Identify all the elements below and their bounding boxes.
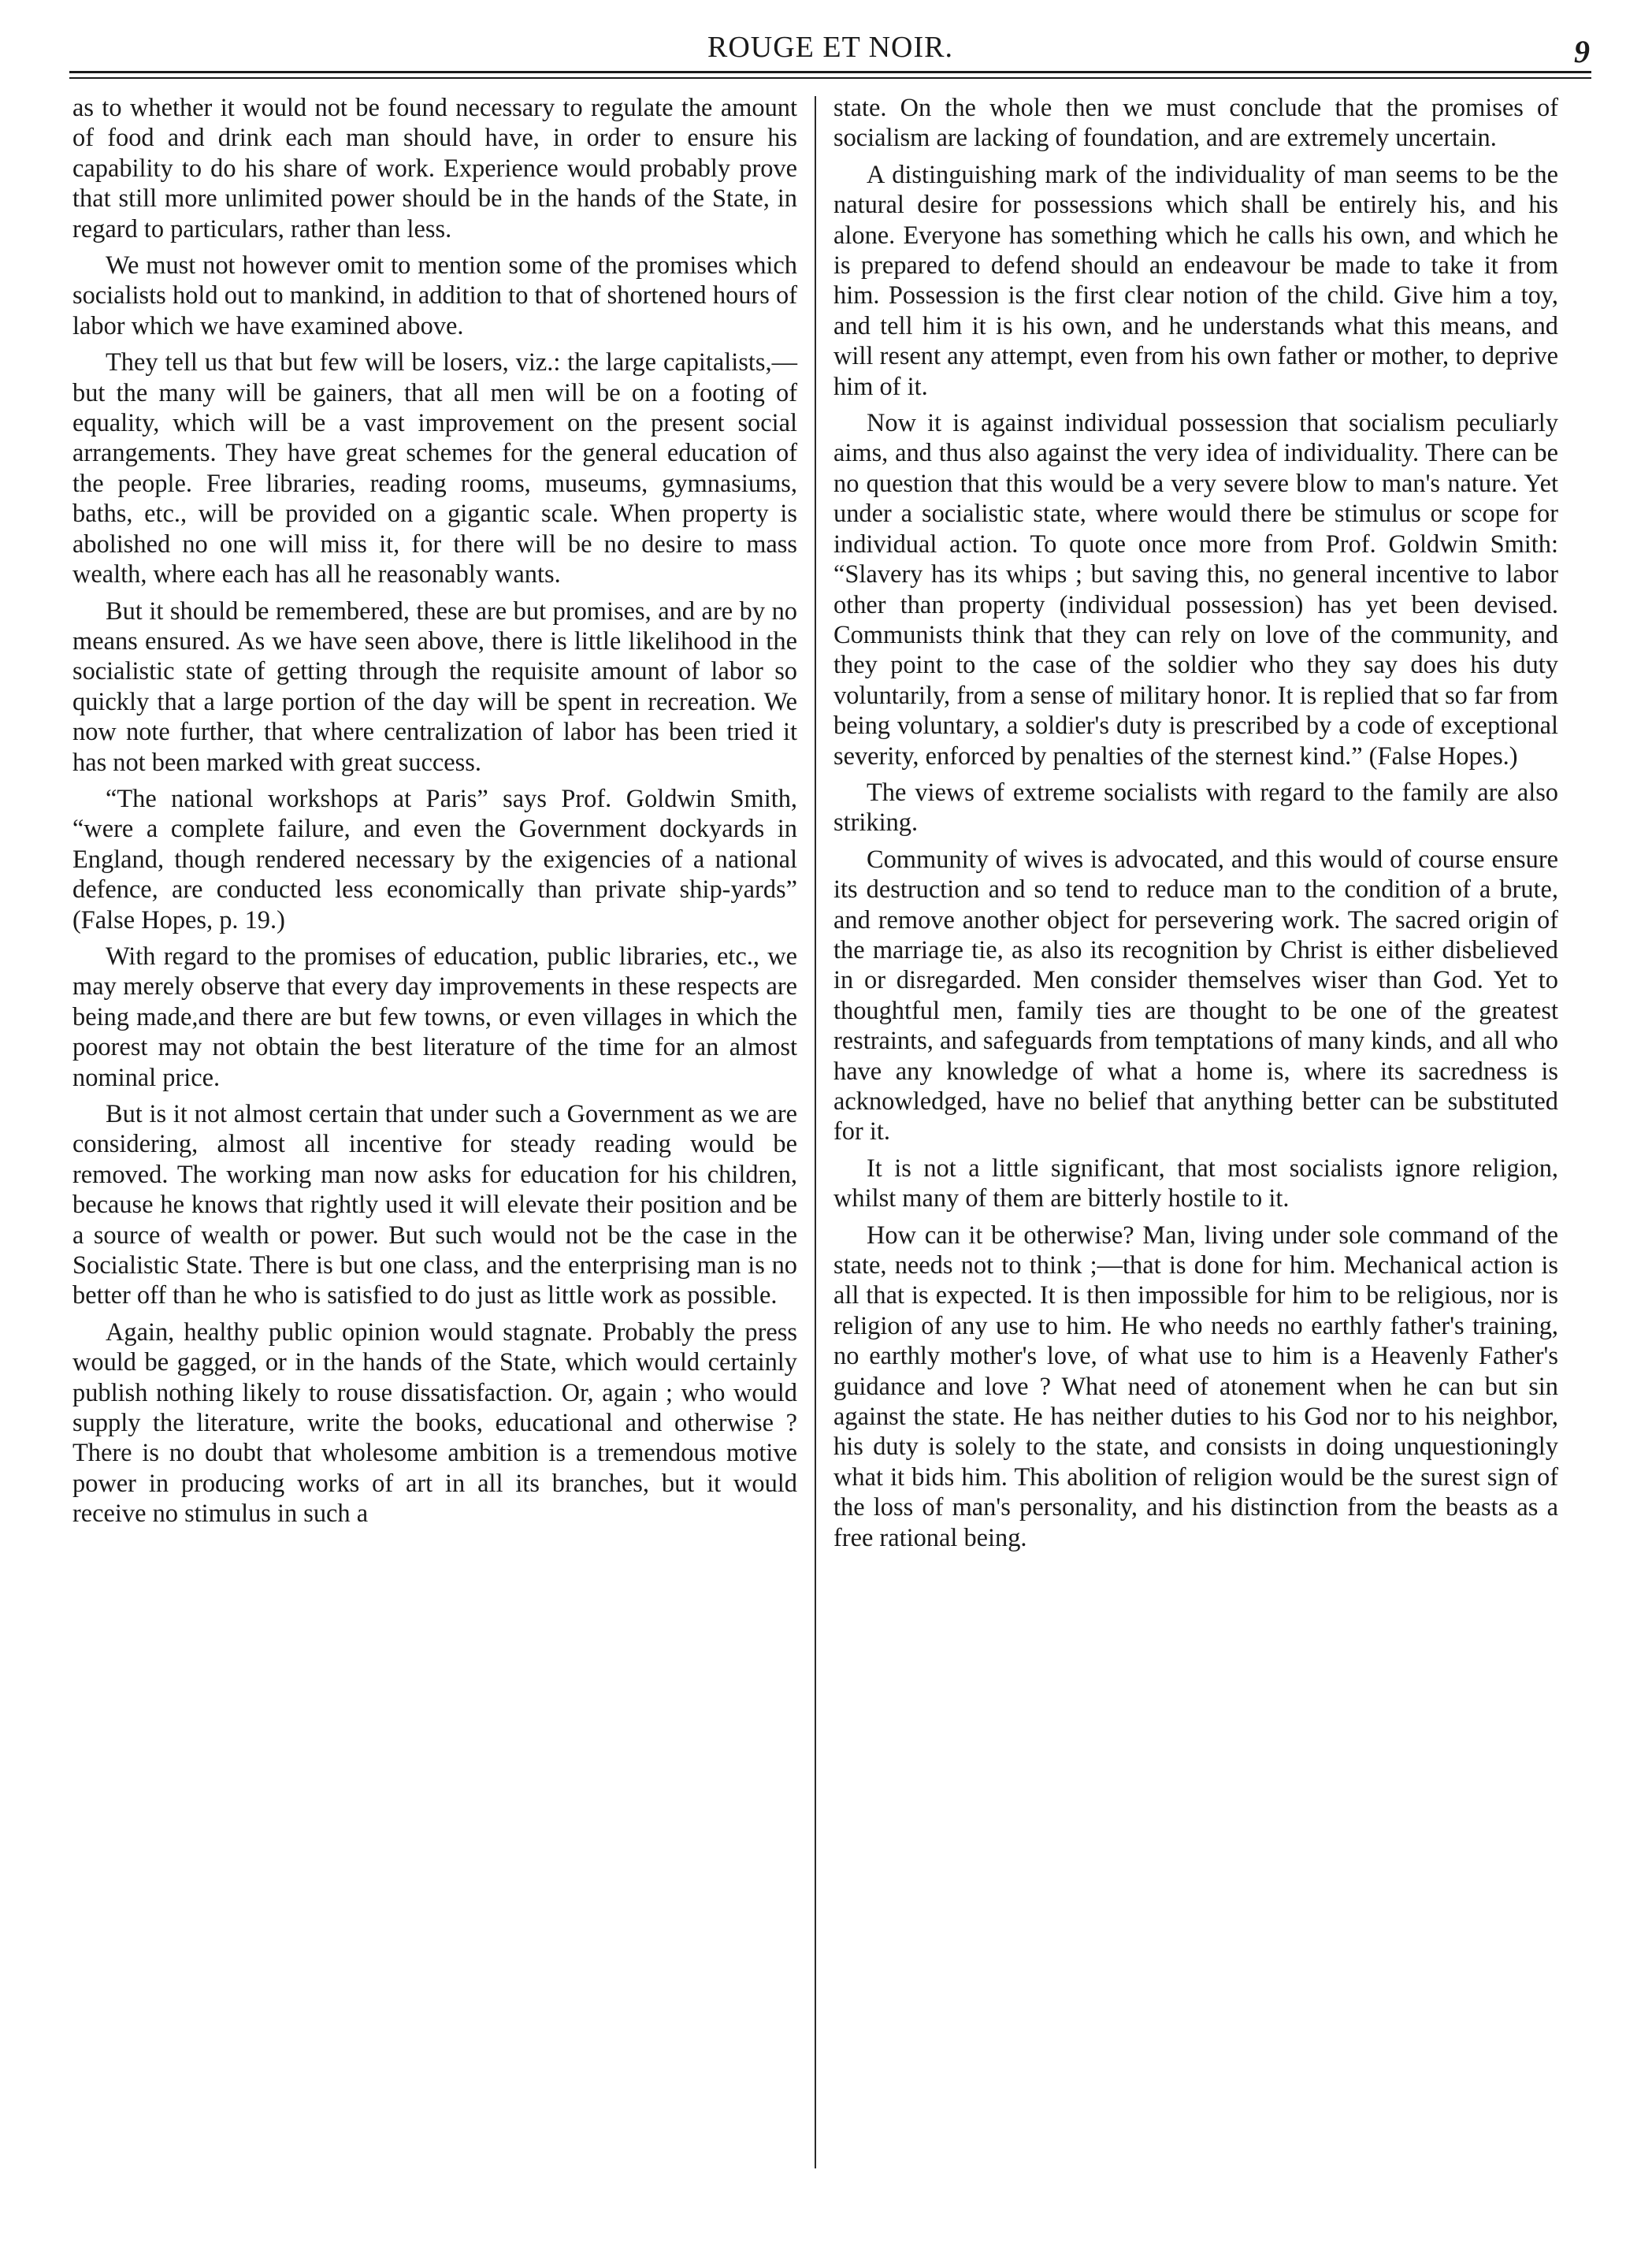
header-rule-bottom <box>69 77 1591 79</box>
paragraph: “The national workshops at Paris” says Prof. Goldwin Smith, “were a complete failure, and even the Government dockyards in England, though rendered necessary by the exigencies of a national defence, are conducted less economically than private ship-yards” (False Hopes, p. 19.) <box>72 784 797 934</box>
paragraph: A distinguishing mark of the individuality of man seems to be the natural desire for possessions which shall be entirely his, and his alone. Everyone has something which he calls his own, and which he is prepared to defend should an endeavour be made to take it from him. Possession is the first clear notion of the child. Give him a toy, and tell him it is his own, and he understands what this means, and will resent any attempt, even from his own father or mother, to deprive him of it. <box>833 160 1558 401</box>
header-rule-top <box>69 71 1591 73</box>
paragraph: Now it is against individual possession that socialism peculiarly aims, and thus also against the very idea of individuality. There can be no question that this would be a very severe blow to man's nature. Yet under a socialistic state, where would there be stimulus or scope for individual action. To quote once more from Prof. Goldwin Smith: “Slavery has its whips ; but saving this, no general incentive to labor other than property (individual possession) has yet been devised. Communists think that they can rely on love of the community, and they point to the case of the soldier who they say does his duty voluntarily, from a sense of military honor. It is replied that so far from being voluntary, a soldier's duty is prescribed by a code of exceptional severity, enforced by penalties of the sternest kind.” (False Hopes.) <box>833 409 1558 771</box>
paragraph: We must not however omit to mention some of the promises which socialists hold out to mankind, in addition to that of shortened hours of labor which we have examined above. <box>72 251 797 340</box>
paragraph: They tell us that but few will be losers, viz.: the large capitalists,—but the many will be gainers, that all men will be on a footing of equality, which will be a vast improvement on the present social arrangements. They have great schemes for the general education of the people. Free libraries, reading rooms, museums, gymnasiums, baths, etc., will be provided on a gigantic scale. When property is abolished no one will miss it, for there will be no desire to mass wealth, where each has all he reasonably wants. <box>72 348 797 589</box>
paragraph: It is not a little significant, that most socialists ignore religion, whilst many of them are bitterly hostile to it. <box>833 1154 1558 1213</box>
paragraph: as to whether it would not be found necessary to regulate the amount of food and drink each man should have, in order to ensure his capability to do his share of work. Experience would probably prove that still more unlimited power should be in the hands of the State, in regard to particulars, rather than less. <box>72 94 797 243</box>
paragraph: The views of extreme socialists with regard to the family are also striking. <box>833 778 1558 838</box>
paragraph: How can it be otherwise? Man, living under sole command of the state, needs not to think ;—that is done for him. Mechanical action is all that is expected. It is then impossible for him to be religious, nor is religion of any use to him. He who needs no earthly father's training, no earthly mother's love, of what use to him is a Heavenly Father's guidance and love ? What need of atonement when he can but sin against the state. He has neither duties to his God nor to his neighbor, his duty is solely to the state, and consists in doing unquestioningly what it bids him. This abolition of religion would be the surest sign of the loss of man's personality, and his distinction from the beasts as a free rational being. <box>833 1221 1558 1552</box>
paragraph: With regard to the promises of education, public libraries, etc., we may merely observe that every day improvements in these respects are being made,and there are but few towns, or even villages in which the poorest may not obtain the best literature of the time for an almost nominal price. <box>72 942 797 1092</box>
column-divider <box>815 96 816 2168</box>
running-title: ROUGE ET NOIR. <box>707 31 953 64</box>
paragraph: Again, healthy public opinion would stagnate. Probably the press would be gagged, or in the hands of the State, which would certainly publish nothing likely to rouse dissatisfaction. Or, again ; who would supply the literature, write the books, educational and otherwise ? There is no doubt that wholesome ambition is a tremendous motive power in producing works of art in all its branches, but it would receive no stimulus in such a <box>72 1317 797 1529</box>
page-number: 9 <box>1574 34 1590 69</box>
paragraph: state. On the whole then we must conclude that the promises of socialism are lacking of foundation, and are extremely uncertain. <box>833 94 1558 153</box>
paragraph: But is it not almost certain that under such a Government as we are considering, almost all incentive for steady reading would be removed. The working man now asks for education for his children, because he knows that rightly used it will elevate their position and be a source of wealth or power. But such would not be the case in the Socialistic State. There is but one class, and the enterprising man is no better off than he who is satisfied to do just as little work as possible. <box>72 1100 797 1310</box>
paragraph: Community of wives is advocated, and this would of course ensure its destruction and so tend to reduce man to the condition of a brute, and remove another object for persevering work. The sacred origin of the marriage tie, as also its recognition by Christ is either disbelieved in or disregarded. Men consider themselves wiser than God. Yet to thoughtful men, family ties are thought to be one of the greatest restraints, and safeguards from temptations of many kinds, and all who have any knowledge of what a home is, where its sacredness is acknowledged, have no belief that anything better can be substituted for it. <box>833 845 1558 1146</box>
left-column <box>72 93 797 1536</box>
paragraph: But it should be remembered, these are but promises, and are by no means ensured. As we have seen above, there is little likelihood in the socialistic state of getting through the requisite amount of labor so quickly that a large portion of the day will be spent in recreation. We now note further, that where centralization of labor has been tried it has not been marked with great success. <box>72 596 797 777</box>
page-header <box>69 30 1591 77</box>
right-column <box>833 93 1558 1559</box>
